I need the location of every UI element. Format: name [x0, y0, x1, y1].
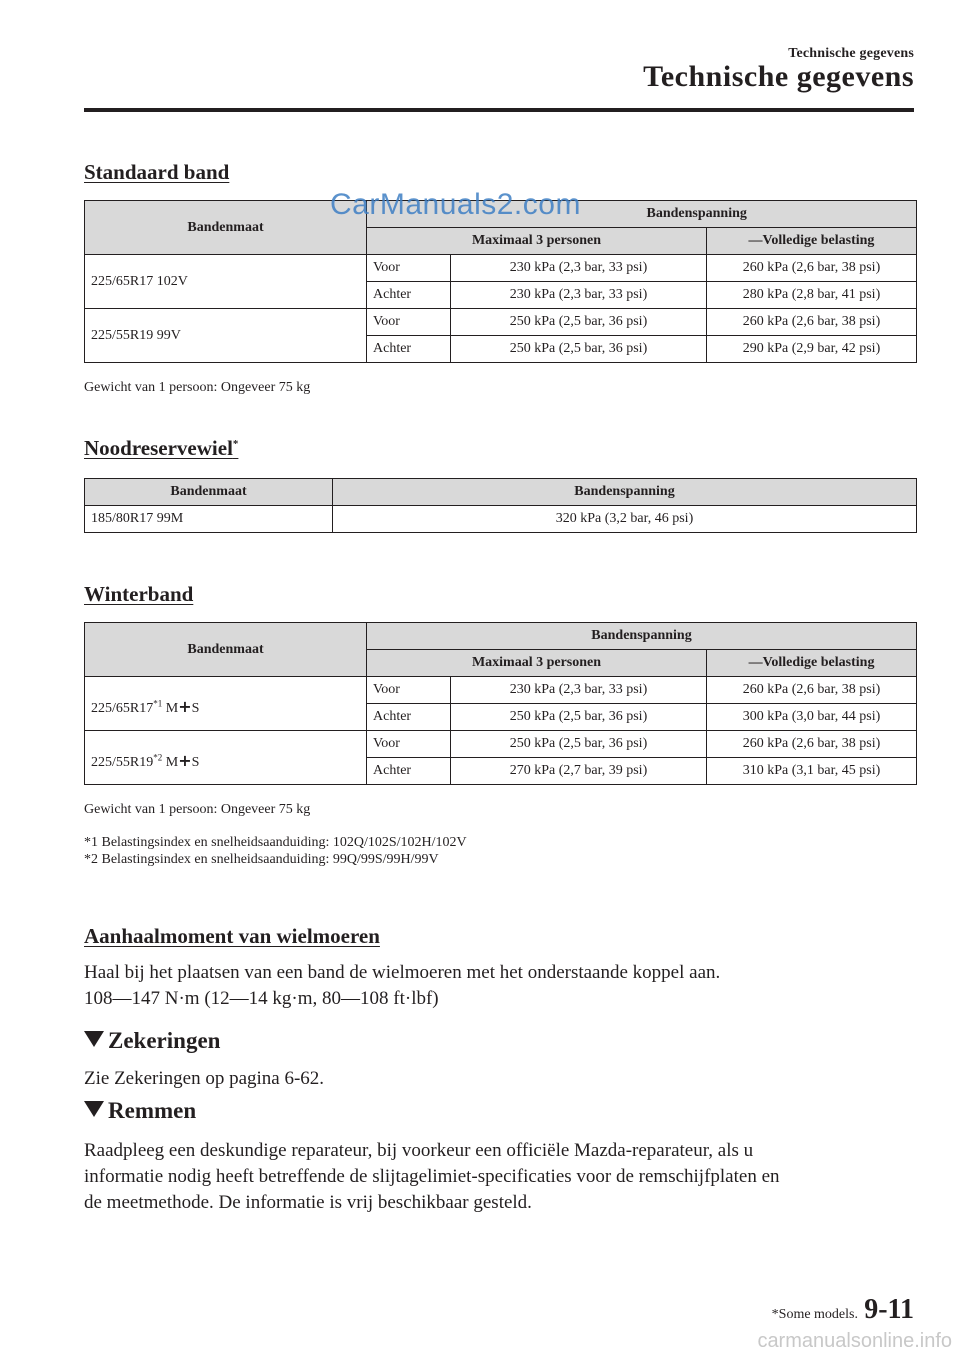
torque-text-line-1: Haal bij het plaatsen van een band de wielmoeren met het onderstaande koppel aan. [84, 962, 721, 983]
winter-weight-note: Gewicht van 1 persoon: Ongeveer 75 kg [84, 802, 311, 817]
pressure-max3: 250 kPa (2,5 bar, 36 psi) [451, 309, 707, 336]
footer-watermark: carmanualsonline.info [757, 1330, 952, 1352]
table-row [85, 731, 917, 758]
table-row [85, 309, 917, 336]
col-tire-pressure: Bandenspanning [367, 623, 917, 650]
col-full-load: —Volledige belasting [707, 650, 917, 677]
winter-tire-heading: Winterband [84, 582, 194, 606]
pressure-full: 280 kPa (2,8 bar, 41 psi) [707, 282, 917, 309]
brakes-text-line-2: informatie nodig heeft betreffende de slijtagelimiet-specificaties voor de remschijfplaten en [84, 1166, 780, 1187]
pressure-max3: 250 kPa (2,5 bar, 36 psi) [451, 731, 707, 758]
position: Achter [367, 282, 451, 309]
col-max-3-persons: Maximaal 3 personen [367, 228, 707, 255]
footnote-1: *1 Belastingsindex en snelheidsaanduiding: 102Q/102S/102H/102V [84, 835, 467, 850]
pressure-full: 260 kPa (2,6 bar, 38 psi) [707, 255, 917, 282]
footnote-ref: *1 [153, 697, 163, 708]
position: Voor [367, 309, 451, 336]
page-number: 9-11 [864, 1294, 914, 1325]
header-rule [84, 108, 914, 112]
triangle-down-icon [84, 1031, 104, 1047]
brakes-text-line-3: de meetmethode. De informatie is vrij beschikbaar gesteld. [84, 1192, 532, 1213]
standard-weight-note: Gewicht van 1 persoon: Ongeveer 75 kg [84, 380, 311, 395]
torque-text-line-2: 108—147 N·m (12—14 kg·m, 80—108 ft·lbf) [84, 988, 439, 1009]
col-tire-size: Bandenmaat [85, 479, 333, 506]
pressure-full: 260 kPa (2,6 bar, 38 psi) [707, 731, 917, 758]
running-header-small: Technische gegevens [788, 46, 914, 61]
watermark-text: CarManuals2.com [330, 188, 581, 221]
pressure-max3: 230 kPa (2,3 bar, 33 psi) [451, 255, 707, 282]
position: Achter [367, 704, 451, 731]
standard-tire-heading: Standaard band [84, 160, 230, 184]
fuses-text: Zie Zekeringen op pagina 6-62. [84, 1068, 325, 1089]
position: Achter [367, 336, 451, 363]
col-tire-pressure-label: Bandenspanning [646, 206, 747, 221]
some-models-footnote: *Some models. [771, 1307, 858, 1322]
position: Achter [367, 758, 451, 785]
footnote-2: *2 Belastingsindex en snelheidsaanduiding: 99Q/99S/99H/99V [84, 852, 439, 867]
col-full-load: —Volledige belasting [707, 228, 917, 255]
position: Voor [367, 731, 451, 758]
pressure-full: 260 kPa (2,6 bar, 38 psi) [707, 309, 917, 336]
tire-size [85, 731, 367, 785]
plus-icon: + [178, 750, 192, 770]
spare-tire-title: Noodreservewiel [84, 436, 233, 460]
tire-size-value: 225/65R17 [91, 700, 154, 716]
pressure-max3: 230 kPa (2,3 bar, 33 psi) [451, 677, 707, 704]
pressure-max3: 230 kPa (2,3 bar, 33 psi) [451, 282, 707, 309]
pressure-max3: 250 kPa (2,5 bar, 36 psi) [451, 336, 707, 363]
tire-size: 225/65R17 102V [85, 255, 367, 309]
tire-size: 185/80R17 99M [85, 506, 333, 533]
spare-tire-table [84, 478, 917, 533]
position: Voor [367, 677, 451, 704]
some-models-mark: * [232, 438, 239, 450]
running-header-title: Technische gegevens [643, 60, 914, 93]
brakes-text-line-1: Raadpleeg een deskundige reparateur, bij voorkeur een officiële Mazda-reparateur, als u [84, 1140, 754, 1161]
fuses-title: Zekeringen [108, 1028, 221, 1053]
table-row [85, 255, 917, 282]
tire-size-value: 225/55R19 [91, 754, 154, 770]
col-max-3-persons: Maximaal 3 personen [367, 650, 707, 677]
pressure-max3: 250 kPa (2,5 bar, 36 psi) [451, 704, 707, 731]
col-tire-pressure: Bandenspanning [333, 479, 917, 506]
plus-icon: + [178, 696, 192, 716]
table-row [85, 677, 917, 704]
tire-size [85, 677, 367, 731]
mud-snow-mark: M+S [165, 696, 200, 716]
mud-snow-mark: M+S [165, 750, 200, 770]
winter-tire-table [84, 622, 917, 785]
standard-tire-table [84, 200, 917, 363]
footnote-ref: *2 [153, 751, 163, 762]
brakes-heading [84, 1098, 196, 1124]
fuses-heading [84, 1028, 220, 1054]
triangle-down-icon [84, 1101, 104, 1117]
tire-size: 225/55R19 99V [85, 309, 367, 363]
table-row [85, 506, 917, 533]
col-tire-size: Bandenmaat [85, 623, 367, 677]
col-tire-size: Bandenmaat [85, 201, 367, 255]
pressure-max3: 270 kPa (2,7 bar, 39 psi) [451, 758, 707, 785]
position: Voor [367, 255, 451, 282]
pressure-full: 310 kPa (3,1 bar, 45 psi) [707, 758, 917, 785]
pressure-full: 260 kPa (2,6 bar, 38 psi) [707, 677, 917, 704]
spare-tire-heading [84, 436, 238, 461]
torque-heading: Aanhaalmoment van wielmoeren [84, 924, 380, 948]
pressure: 320 kPa (3,2 bar, 46 psi) [333, 506, 917, 533]
pressure-full: 290 kPa (2,9 bar, 42 psi) [707, 336, 917, 363]
brakes-title: Remmen [108, 1098, 197, 1123]
pressure-full: 300 kPa (3,0 bar, 44 psi) [707, 704, 917, 731]
